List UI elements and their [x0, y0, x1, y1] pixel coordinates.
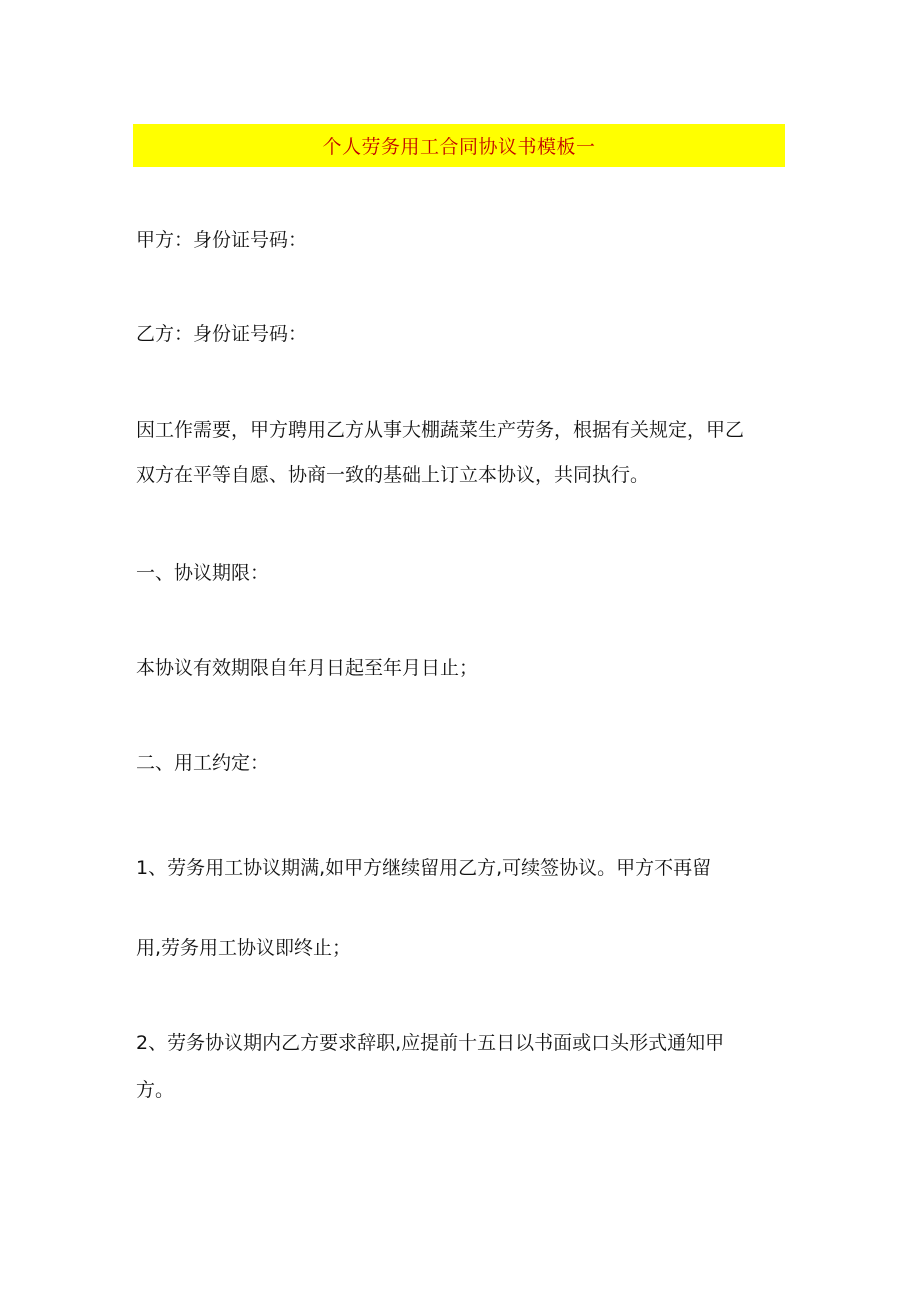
clause-1-line-1: 1、劳务用工协议期满,如甲方继续留用乙方,可续签协议。甲方不再留 — [136, 857, 712, 879]
intro-line-1: 因工作需要，甲方聘用乙方从事大棚蔬菜生产劳务，根据有关规定，甲乙 — [136, 419, 745, 441]
document-title-banner — [133, 124, 785, 167]
party-b-line: 乙方：身份证号码： — [136, 323, 308, 345]
clause-2-line-2: 方。 — [136, 1079, 175, 1101]
section-2-heading: 二、用工约定： — [136, 752, 270, 774]
section-1-body: 本协议有效期限自年月日起至年月日止； — [136, 657, 479, 679]
party-a-line: 甲方：身份证号码： — [136, 229, 308, 251]
clause-1-line-2: 用,劳务用工协议即终止； — [136, 937, 352, 959]
clause-2-line-1: 2、劳务协议期内乙方要求辞职,应提前十五日以书面或口头形式通知甲 — [136, 1032, 725, 1054]
intro-line-2: 双方在平等自愿、协商一致的基础上订立本协议，共同执行。 — [136, 464, 650, 486]
document-title: 个人劳务用工合同协议书模板一 — [322, 136, 596, 158]
section-1-heading: 一、协议期限： — [136, 562, 270, 584]
